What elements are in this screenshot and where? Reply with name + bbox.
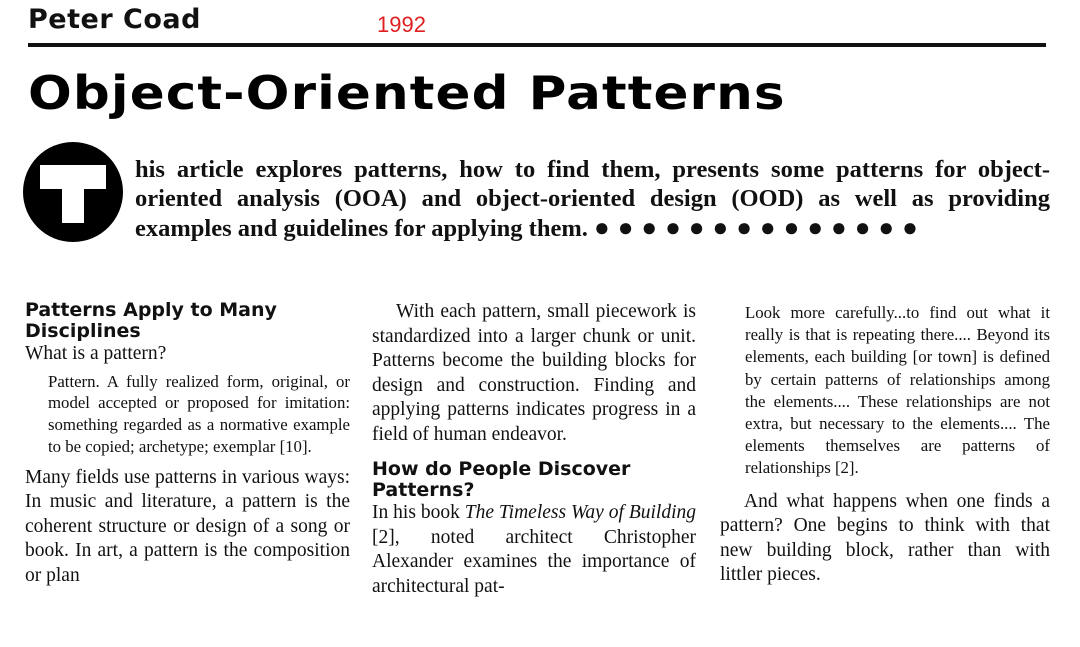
dropcap-t-icon — [22, 141, 124, 243]
block-quote: Look more carefully...to find out what it really is that is repeating there.... Beyond its elements, each building [or town] is defined by certain patterns of relationships among the elements.... These relationships are not extra, but necessary to the elements.... The elements themselves are patterns of relationships [2]. — [745, 303, 1050, 478]
book-title: The Timeless Way of Building — [464, 502, 696, 523]
section-heading: Patterns Apply to Many Disciplines — [25, 299, 277, 342]
paragraph — [372, 501, 696, 599]
intro-text: his article explores patterns, how to find them, presents some patterns for object-oriented analysis (OOA) and object-oriented design (OOD) as well as providing examples and guidelines for applying them. — [135, 156, 1050, 242]
column-3 — [720, 302, 1050, 588]
paragraph: Many fields use patterns in various ways: In music and literature, a pattern is the coherent structure or design of a song or book. In art, a pattern is the composition or plan — [25, 466, 350, 586]
text-span: [2], noted architect Christopher Alexander examines the importance of architectural pat- — [372, 526, 696, 597]
column-1 — [25, 300, 350, 588]
article-intro — [135, 155, 1050, 243]
intro-end-dots: ●●●●●●●●●●●●●● — [593, 213, 926, 242]
paragraph: And what happens when one finds a pattern? One begins to think with that new building block, rather than with littler pieces. — [720, 490, 1050, 586]
article-title: Object-Oriented Patterns — [28, 66, 786, 120]
text-span: In his book — [372, 502, 465, 523]
paragraph: What is a pattern? — [25, 343, 167, 364]
header-rule — [28, 43, 1046, 47]
publication-year: 1992 — [377, 12, 426, 37]
block-quote: Pattern. A fully realized form, original, or model accepted or proposed for imitation: something regarded as a normative example to be copied; archetype; exemplar [10]. — [48, 371, 350, 456]
column-2 — [372, 300, 696, 599]
section-heading: How do People Discover Patterns? — [372, 458, 631, 501]
running-header-author: Peter Coad — [28, 4, 201, 35]
paragraph: With each pattern, small piecework is standardized into a larger chunk or unit. Patterns become the building blocks for design and construction. Finding and applying patterns indicates progress in a field of human endeavor. — [372, 301, 696, 445]
